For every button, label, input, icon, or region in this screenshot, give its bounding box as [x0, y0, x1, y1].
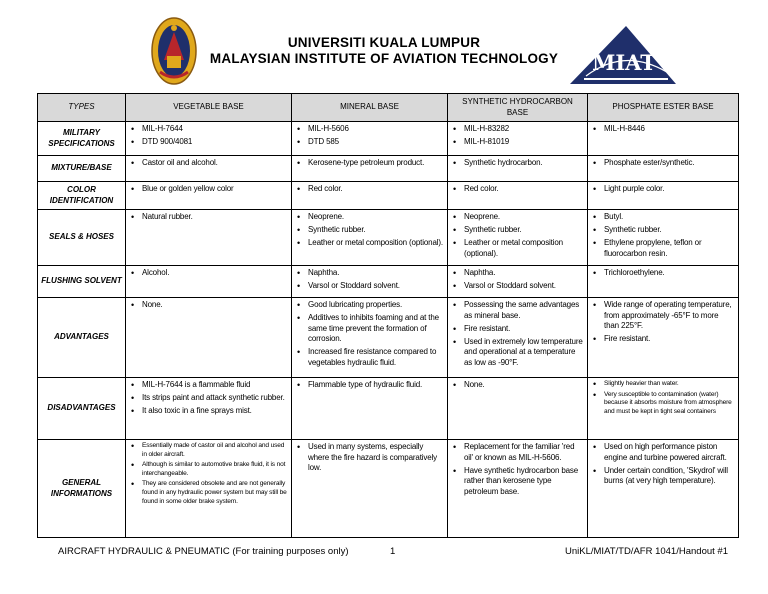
list-item: • Red color. [296, 184, 444, 195]
table-cell [292, 266, 448, 298]
list-item: • Possessing the same advantages as mineral base. [452, 300, 584, 321]
list-item: • Its strips paint and attack synthetic rubber. [130, 393, 288, 404]
table-row [38, 122, 739, 156]
list-item: • Slightly heavier than water. [592, 380, 735, 389]
bullet-list [452, 158, 584, 169]
table-row [38, 298, 739, 378]
list-item: • Neoprene. [452, 212, 584, 223]
list-item: • Varsol or Stoddard solvent. [452, 281, 584, 292]
bullet-list [592, 184, 735, 195]
table-cell [448, 210, 588, 266]
bullet-list [452, 442, 584, 497]
list-item: • Additives to inhibits foaming and at the same time prevent the formation of corrosion. [296, 313, 444, 345]
page-header [0, 0, 768, 92]
column-header: VEGETABLE BASE [126, 94, 292, 122]
table-row [38, 156, 739, 182]
row-header: MIXTURE/BASE [38, 156, 126, 182]
list-item: • Phosphate ester/synthetic. [592, 158, 735, 169]
table-cell [292, 182, 448, 210]
bullet-list [592, 300, 735, 345]
row-header: GENERAL INFORMATIONS [38, 440, 126, 538]
list-item: • MIL-H-7644 is a flammable fluid [130, 380, 288, 391]
list-item: • Used in extremely low temperature and operational at a temperature as low as -90°F. [452, 337, 584, 369]
list-item: • Flammable type of hydraulic fluid. [296, 380, 444, 391]
list-item: • Leather or metal composition (optional). [452, 238, 584, 259]
list-item: • Fire resistant. [452, 324, 584, 335]
miat-logo-text: MIAT [592, 50, 656, 75]
institute-name: MALAYSIAN INSTITUTE OF AVIATION TECHNOLOGY [209, 51, 559, 66]
table-cell [448, 440, 588, 538]
table-row [38, 182, 739, 210]
list-item: • DTD 900/4081 [130, 137, 288, 148]
bullet-list [592, 442, 735, 487]
bullet-list [130, 184, 288, 195]
list-item: • Have synthetic hydrocarbon base rather than kerosene type petroleum base. [452, 466, 584, 498]
table-cell [588, 156, 739, 182]
table-cell [292, 156, 448, 182]
bullet-list [296, 442, 444, 474]
table-row [38, 440, 739, 538]
table-cell [448, 122, 588, 156]
table-cell [292, 440, 448, 538]
list-item: • Wide range of operating temperature, from approximately -65°F to more than 225°F. [592, 300, 735, 332]
bullet-list [592, 380, 735, 416]
list-item: • Trichloroethylene. [592, 268, 735, 279]
list-item: • Varsol or Stoddard solvent. [296, 281, 444, 292]
list-item: • Naphtha. [452, 268, 584, 279]
bullet-list [296, 158, 444, 169]
table-cell [126, 122, 292, 156]
list-item: • Replacement for the familiar 'red oil' or known as MIL-H-5606. [452, 442, 584, 463]
list-item: • Blue or golden yellow color [130, 184, 288, 195]
table-cell [448, 182, 588, 210]
table-row [38, 210, 739, 266]
bullet-list [296, 124, 444, 148]
table-cell [448, 266, 588, 298]
list-item: • Under certain condition, 'Skydrol' will burns (at very high temperature). [592, 466, 735, 487]
list-item: • MIL-H-5606 [296, 124, 444, 135]
list-item: • Neoprene. [296, 212, 444, 223]
row-header: ADVANTAGES [38, 298, 126, 378]
list-item: • DTD 585 [296, 137, 444, 148]
list-item: • Kerosene-type petroleum product. [296, 158, 444, 169]
list-item: • MIL-H-81019 [452, 137, 584, 148]
miat-logo [566, 24, 678, 86]
table-row [38, 266, 739, 298]
table-cell [126, 266, 292, 298]
bullet-list [130, 212, 288, 223]
column-header: MINERAL BASE [292, 94, 448, 122]
bullet-list [592, 158, 735, 169]
university-name: UNIVERSITI KUALA LUMPUR [287, 35, 481, 50]
table-cell [448, 298, 588, 378]
table-cell [292, 378, 448, 440]
list-item: • Increased fire resistance compared to vegetables hydraulic fluid. [296, 347, 444, 368]
bullet-list [130, 124, 288, 148]
list-item: • Good lubricating properties. [296, 300, 444, 311]
list-item: • It also toxic in a fine sprays mist. [130, 406, 288, 417]
list-item: • MIL-H-7644 [130, 124, 288, 135]
table-cell [588, 378, 739, 440]
list-item: • They are considered obsolete and are not generally found in any hydraulic power system but may still be found in some older brake system. [130, 480, 288, 506]
table-cell [126, 156, 292, 182]
table-row [38, 378, 739, 440]
list-item: • Synthetic rubber. [296, 225, 444, 236]
list-item: • Synthetic rubber. [452, 225, 584, 236]
table-cell [126, 440, 292, 538]
list-item: • Alcohol. [130, 268, 288, 279]
hydraulic-fluid-comparison-table [37, 93, 739, 538]
bullet-list [592, 124, 735, 135]
row-header: MILITARY SPECIFICATIONS [38, 122, 126, 156]
row-header: SEALS & HOSES [38, 210, 126, 266]
table-cell [588, 298, 739, 378]
list-item: • Used in many systems, especially where the fire hazard is comparatively low. [296, 442, 444, 474]
bullet-list [130, 300, 288, 311]
table-cell [588, 440, 739, 538]
table-cell [588, 210, 739, 266]
footer-page-number: 1 [390, 546, 396, 557]
list-item: • Synthetic hydrocarbon. [452, 158, 584, 169]
bullet-list [296, 212, 444, 249]
bullet-list [130, 442, 288, 506]
bullet-list [296, 380, 444, 391]
list-item: • Castor oil and alcohol. [130, 158, 288, 169]
list-item: • Ethylene propylene, teflon or fluorocarbon resin. [592, 238, 735, 259]
footer-course-title: AIRCRAFT HYDRAULIC & PNEUMATIC (For training purposes only) [58, 546, 349, 557]
table-cell [588, 266, 739, 298]
table-cell [448, 378, 588, 440]
bullet-list [452, 124, 584, 148]
table-cell [292, 298, 448, 378]
bullet-list [130, 268, 288, 279]
table-cell [126, 298, 292, 378]
list-item: • MIL-H-8446 [592, 124, 735, 135]
bullet-list [452, 380, 584, 391]
column-header: SYNTHETIC HYDROCARBON BASE [448, 94, 588, 122]
table-cell [126, 378, 292, 440]
bullet-list [452, 184, 584, 195]
list-item: • Leather or metal composition (optional). [296, 238, 444, 249]
row-header: COLOR IDENTIFICATION [38, 182, 126, 210]
list-item: • Natural rubber. [130, 212, 288, 223]
column-header: PHOSPHATE ESTER BASE [588, 94, 739, 122]
footer-document-code: UniKL/MIAT/TD/AFR 1041/Handout #1 [565, 546, 728, 557]
bullet-list [296, 184, 444, 195]
bullet-list [452, 212, 584, 259]
list-item: • Red color. [452, 184, 584, 195]
table-cell [588, 182, 739, 210]
list-item: • Butyl. [592, 212, 735, 223]
bullet-list [130, 158, 288, 169]
list-item: • MIL-H-83282 [452, 124, 584, 135]
table-cell [588, 122, 739, 156]
list-item: • Used on high performance piston engine and turbine powered aircraft. [592, 442, 735, 463]
table-cell [292, 122, 448, 156]
bullet-list [130, 380, 288, 417]
table-cell [126, 182, 292, 210]
column-header: TYPES [38, 94, 126, 122]
bullet-list [296, 268, 444, 292]
bullet-list [592, 212, 735, 259]
bullet-list [296, 300, 444, 368]
bullet-list [592, 268, 735, 279]
row-header: FLUSHING SOLVENT [38, 266, 126, 298]
list-item: • Naphtha. [296, 268, 444, 279]
list-item: • Essentially made of castor oil and alcohol and used in older aircraft. [130, 442, 288, 459]
table-cell [448, 156, 588, 182]
list-item: • None. [130, 300, 288, 311]
list-item: • None. [452, 380, 584, 391]
table-cell [126, 210, 292, 266]
table-header-row [38, 94, 739, 122]
list-item: • Synthetic rubber. [592, 225, 735, 236]
list-item: • Fire resistant. [592, 334, 735, 345]
list-item: • Although is similar to automotive brake fluid, it is not interchangeable. [130, 461, 288, 478]
list-item: • Very susceptible to contamination (water) because it absorbs moisture from atmosphere and must be kept in tight seal containers [592, 391, 735, 417]
bullet-list [452, 268, 584, 292]
bullet-list [452, 300, 584, 368]
row-header: DISADVANTAGES [38, 378, 126, 440]
table-cell [292, 210, 448, 266]
list-item: • Light purple color. [592, 184, 735, 195]
